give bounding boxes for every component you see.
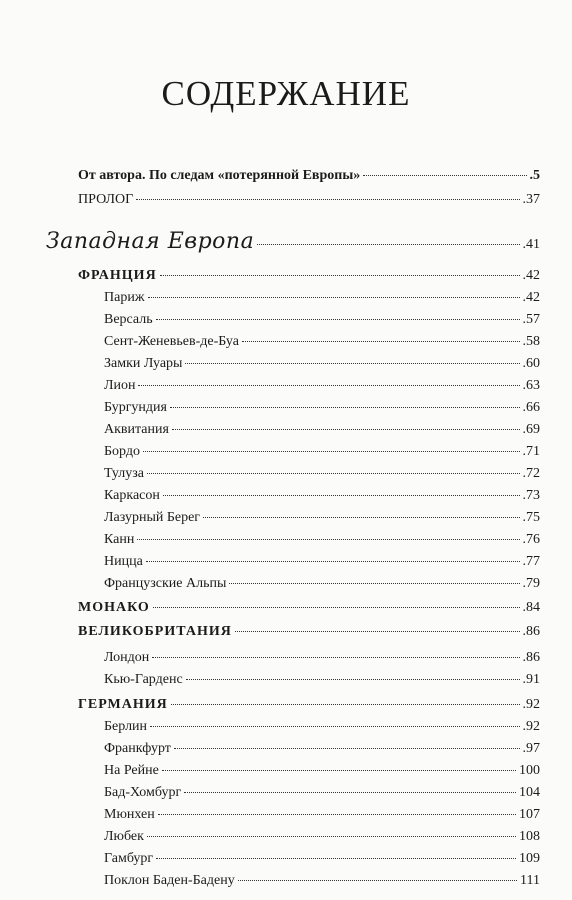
dot-leader [238,880,517,881]
entry-page: .63 [522,378,540,393]
entry-label: Версаль [104,312,153,327]
toc-entry [104,444,540,460]
entry-label: Берлин [104,719,148,734]
entry-page: .92 [522,697,540,712]
toc-entry [104,741,540,757]
entry-page: .75 [522,510,540,525]
toc-entry [104,312,540,328]
dot-leader [229,583,519,584]
entry-page: .92 [522,719,540,734]
dot-leader [257,244,519,245]
entry-label: Аквитания [104,422,169,437]
dot-leader [143,451,520,452]
toc-country-france [78,268,540,284]
dot-leader [363,175,526,176]
dot-leader [171,704,520,705]
toc-entry [104,554,540,570]
entry-label: Гамбург [104,851,154,866]
entry-page: .97 [522,741,540,756]
entry-page: .91 [522,672,540,687]
dot-leader [185,363,519,364]
dot-leader [147,836,516,837]
toc-entry [104,510,540,526]
toc-entry-prologue [78,192,540,208]
dot-leader [174,748,520,749]
dot-leader [163,495,520,496]
entry-page: 100 [519,763,540,778]
entry-label: Бургундия [104,400,167,415]
dot-leader [242,341,520,342]
toc-entry [104,532,540,548]
toc-entry [104,851,540,867]
toc-country-great-britain [78,624,540,640]
entry-label: Западная Европа [46,229,255,254]
dot-leader [147,473,520,474]
dot-leader [150,726,519,727]
toc-entry-from-author [78,168,540,184]
entry-label: Каркасон [104,488,160,503]
entry-page: .72 [522,466,540,481]
toc-entry [104,785,540,801]
dot-leader [152,657,519,658]
entry-label: ФРАНЦИЯ [78,268,157,283]
entry-label: Лондон [104,650,150,665]
entry-label: Тулуза [104,466,144,481]
toc-entry [104,650,540,666]
toc-entry [104,873,540,889]
dot-leader [137,539,519,540]
entry-label: Бад-Хомбург [104,785,182,800]
toc-entry [104,488,540,504]
dot-leader [156,858,516,859]
entry-label: МОНАКО [78,600,150,615]
toc-country-germany [78,697,540,713]
entry-page: .69 [522,422,540,437]
dot-leader [162,770,516,771]
dot-leader [184,792,516,793]
dot-leader [158,814,516,815]
toc-entry [104,356,540,372]
entry-page: .86 [522,650,540,665]
entry-page: .42 [522,290,540,305]
toc-entry [104,334,540,350]
entry-label: Ницца [104,554,143,569]
entry-label: Мюнхен [104,807,155,822]
toc-entry [104,422,540,438]
entry-label: ГЕРМАНИЯ [78,697,168,712]
entry-page: .58 [522,334,540,349]
entry-page: .41 [522,237,540,252]
entry-page: 108 [519,829,540,844]
toc-country-monaco [78,600,540,616]
entry-page: .60 [522,356,540,371]
entry-page: .5 [529,168,540,183]
dot-leader [160,275,520,276]
entry-page: .57 [522,312,540,327]
toc-entry [104,576,540,592]
dot-leader [136,199,519,200]
entry-label: Французские Альпы [104,576,227,591]
toc-entry [104,829,540,845]
entry-label: На Рейне [104,763,159,778]
toc-region-western-europe [46,228,540,259]
entry-label: Париж [104,290,145,305]
entry-label: Лазурный Берег [104,510,201,525]
dot-leader [172,429,520,430]
entry-page: .84 [522,600,540,615]
entry-label: Лион [104,378,136,393]
dot-leader [156,319,520,320]
entry-label: Поклон Баден-Бадену [104,873,235,888]
entry-page: .86 [522,624,540,639]
dot-leader [170,407,520,408]
page-title: СОДЕРЖАНИЕ [161,74,411,113]
entry-page: 111 [520,873,540,888]
dot-leader [153,607,520,608]
toc-entry [104,719,540,735]
entry-page: .66 [522,400,540,415]
dot-leader [146,561,520,562]
dot-leader [138,385,519,386]
entry-label: Канн [104,532,135,547]
entry-page: .37 [522,192,540,207]
entry-label: Бордо [104,444,140,459]
entry-page: 104 [519,785,540,800]
entry-page: .76 [522,532,540,547]
dot-leader [235,631,520,632]
toc-entry [104,290,540,306]
entry-label: Любек [104,829,144,844]
dot-leader [186,679,520,680]
entry-page: .79 [522,576,540,591]
entry-page: .77 [522,554,540,569]
entry-label: Замки Луары [104,356,183,371]
dot-leader [203,517,519,518]
entry-page: .42 [522,268,540,283]
toc-entry [104,672,540,688]
entry-label: ВЕЛИКОБРИТАНИЯ [78,624,232,639]
entry-label: Франкфурт [104,741,171,756]
toc-entry [104,763,540,779]
entry-page: 109 [519,851,540,866]
entry-label: От автора. По следам «потерянной Европы» [78,168,361,183]
toc-entry [104,466,540,482]
toc-entry [104,807,540,823]
entry-label: ПРОЛОГ [78,192,134,207]
toc-entry [104,378,540,394]
entry-label: Сент-Женевьев-де-Буа [104,334,239,349]
dot-leader [148,297,520,298]
entry-label: Кью-Гарденс [104,672,183,687]
toc-entry [104,400,540,416]
entry-page: .71 [522,444,540,459]
entry-page: .73 [522,488,540,503]
entry-page: 107 [519,807,540,822]
